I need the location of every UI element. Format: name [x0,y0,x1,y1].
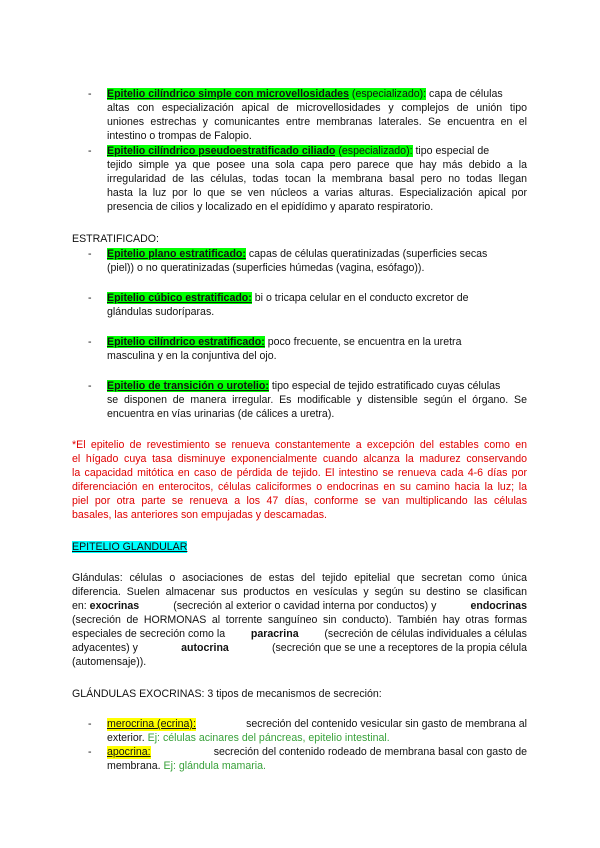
text: secreción del contenido rodeado de membrana basal con gasto de [213,746,527,758]
note-line: el hígado cuya tasa disminuye exponencialmente cuando alcanza la madurez conservando [72,453,527,465]
bullet: - [88,88,92,100]
section-heading: ESTRATIFICADO: [72,233,159,245]
term-highlight: Epitelio cilíndrico simple con microvellosidades [107,88,349,100]
note-line: la capacidad mitótica en caso de pérdida de tejido. El intestino se renueva cada 4-6 días por [72,467,527,479]
term-highlight: Epitelio de transición o urotelio: [107,380,269,392]
text: (secreción al exterior o cavidad interna por conductos) y [173,600,437,612]
text: (secreción que se une a receptores de la propia célula [271,642,527,654]
note-line: basales, las anteriores son empujadas y descamadas. [72,509,327,521]
term-highlight: Epitelio cúbico estratificado: [107,292,252,304]
text-line: Glándulas: células o asociaciones de estas del tejido epitelial que secretan como única [72,572,527,584]
text: (secreción de células individuales a células [324,628,527,640]
bullet: - [88,718,92,730]
text-line: presencia de cilios y localizado en el epidídimo y aparato respiratorio. [107,201,434,213]
text-line: encuentra en vías urinarias (de cálices a uretra). [107,408,335,420]
text: en: [72,600,90,612]
list-item [107,336,461,349]
heading-highlight: EPITELIO GLANDULAR [72,541,188,553]
text-line: (piel)) o no queratinizadas (superficies húmedas (vagina, esófago)). [107,262,425,274]
list-item [107,248,487,261]
example-text: Ej: células acinares del páncreas, epitelio intestinal. [147,732,390,744]
term-highlight: apocrina: [107,746,151,758]
text: secreción del contenido vesicular sin gasto de membrana al [246,718,527,730]
list-item [107,718,527,731]
term-bold: exocrinas [89,600,140,612]
term-bold: endocrinas [470,600,527,612]
text: especiales de secreción como la [72,628,226,640]
note-line: *El epitelio de revestimiento se renueva constantemente a excepción del estables como en [72,439,527,451]
list-item [107,380,500,393]
text-line: diferencia. Suelen almacenar sus productos en vesículas y según su destino se clasifican [72,586,527,598]
text-line [107,760,266,773]
text: adyacentes) y [72,642,138,654]
text-line [72,628,527,641]
bullet: - [88,248,92,260]
term-highlight: Epitelio cilíndrico estratificado: [107,336,265,348]
bullet: - [88,145,92,157]
term-tag: (especializado): [348,88,427,100]
list-item [107,292,469,305]
example-text: Ej: glándula mamaria. [163,760,266,772]
text-line: irregularidad de las células, todas tocan la membrana basal pero no todas llegan [107,173,527,185]
list-item [107,746,527,759]
term-highlight: Epitelio cilíndrico pseudoestratificado ciliado [107,145,336,157]
text: membrana. [107,760,164,772]
text-line: uniones estrechas y comunicantes entre membranas laterales. Se encuentra en el [107,116,527,128]
text-line: masculina y en la conjuntiva del ojo. [107,350,277,362]
list-item [107,145,527,158]
section-heading: GLÁNDULAS EXOCRINAS: 3 tipos de mecanismos de secreción: [72,688,382,700]
term-highlight: Epitelio plano estratificado: [107,248,246,260]
term-tag: (especializado): [335,145,413,157]
term-bold: autocrina [181,642,229,654]
text: capa de células [426,88,503,100]
text-line [72,600,527,613]
note-line: piel por otra parte se renueva a los 47 días, conforme se van multiplicando las células [72,495,527,507]
term-highlight: merocrina (ecrina): [107,718,196,730]
list-item [107,88,527,101]
text-line [72,642,527,655]
text: exterior. [107,732,148,744]
text-line: intestino o trompas de Falopio. [107,130,252,142]
text-line: (automensaje)). [72,656,147,668]
section-heading [72,541,187,554]
bullet: - [88,380,92,392]
text: poco frecuente, se encuentra en la uretra [264,336,462,348]
bullet: - [88,292,92,304]
bullet: - [88,746,92,758]
text-line: se disponen de manera irregular. Es modificable y distensible según el órgano. Se [107,394,527,406]
term-bold: paracrina [250,628,299,640]
text: tipo especial de tejido estratificado cuyas células [268,380,501,392]
text-line: hasta la luz por lo que se ven núcleos a varias alturas. Especialización apical por [107,187,527,199]
text: capas de células queratinizadas (superficies secas [245,248,488,260]
text-line [107,732,390,745]
text-line: glándulas sudoríparas. [107,306,215,318]
note-line: diferenciación en enterocitos, células caliciformes o endocrinas en su camino hacia la luz; la [72,481,527,493]
text-line: altas con especialización apical de microvellosidades y complejos de unión tipo [107,102,527,114]
bullet: - [88,336,92,348]
text-line: (secreción de HORMONAS al torrente sanguíneo sin conducto). También hay otras formas [72,614,527,626]
text-line: tejido simple ya que posee una sola capa pero parece que hay más debido a la [107,159,527,171]
text: tipo especial de [412,145,490,157]
text: bi o tricapa celular en el conducto excretor de [251,292,469,304]
